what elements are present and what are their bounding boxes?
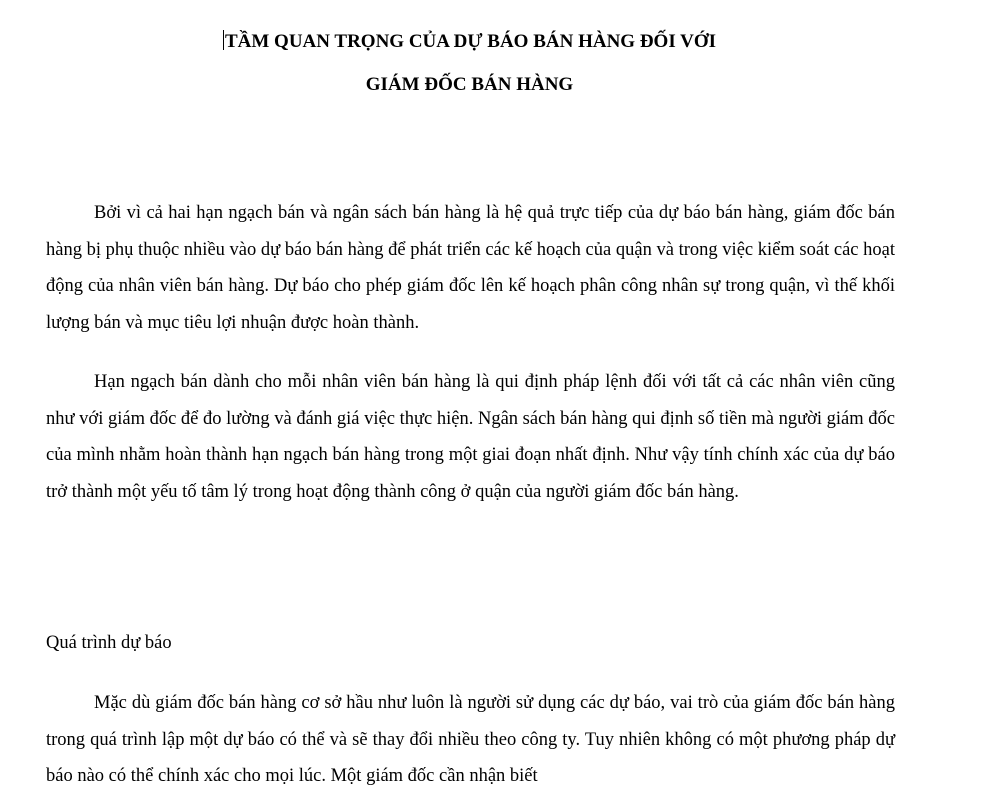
section-heading: Quá trình dự báo: [46, 633, 172, 653]
body-paragraph-1: Bởi vì cả hai hạn ngạch bán và ngân sách bán hàng là hệ quả trực tiếp của dự báo bán hàng, giám đốc bán hàng bị phụ thuộc nhiều vào dự báo bán hàng để phát triển các kế hoạch của quận và trong việc kiểm soát các hoạt động của nhân viên bán hàng. Dự báo cho phép giám đốc lên kế hoạch phân công nhân sự trong quận, vì thế khối lượng bán và mục tiêu lợi nhuận được hoàn thành.: [46, 203, 895, 334]
text-cursor: [223, 30, 224, 50]
document-title-line-2: GIÁM ĐỐC BÁN HÀNG: [365, 74, 574, 95]
section-paragraph-1: Mặc dù giám đốc bán hàng cơ sở hầu như luôn là người sử dụng các dự báo, vai trò của giám đốc bán hàng trong quá trình lập một dự báo có thể và sẽ thay đổi nhiều theo công ty. Tuy nhiên không có một phương pháp dự báo nào có thể chính xác cho mọi lúc. Một giám đốc cần nhận biết: [46, 693, 895, 787]
document-title-line-1: [0, 30, 963, 54]
body-paragraph-2: Hạn ngạch bán dành cho mỗi nhân viên bán hàng là qui định pháp lệnh đối với tất cả các nhân viên cũng như với giám đốc để đo lường và đánh giá việc thực hiện. Ngân sách bán hàng qui định số tiền mà người giám đốc của mình nhằm hoàn thành hạn ngạch bán hàng trong một giai đoạn nhất định. Như vậy tính chính xác của dự báo trở thành một yếu tố tâm lý trong hoạt động thành công ở quận của người giám đốc bán hàng.: [46, 372, 895, 503]
title-text-1: TẦM QUAN TRỌNG CỦA DỰ BÁO BÁN HÀNG ĐỐI VỚI: [224, 31, 717, 52]
